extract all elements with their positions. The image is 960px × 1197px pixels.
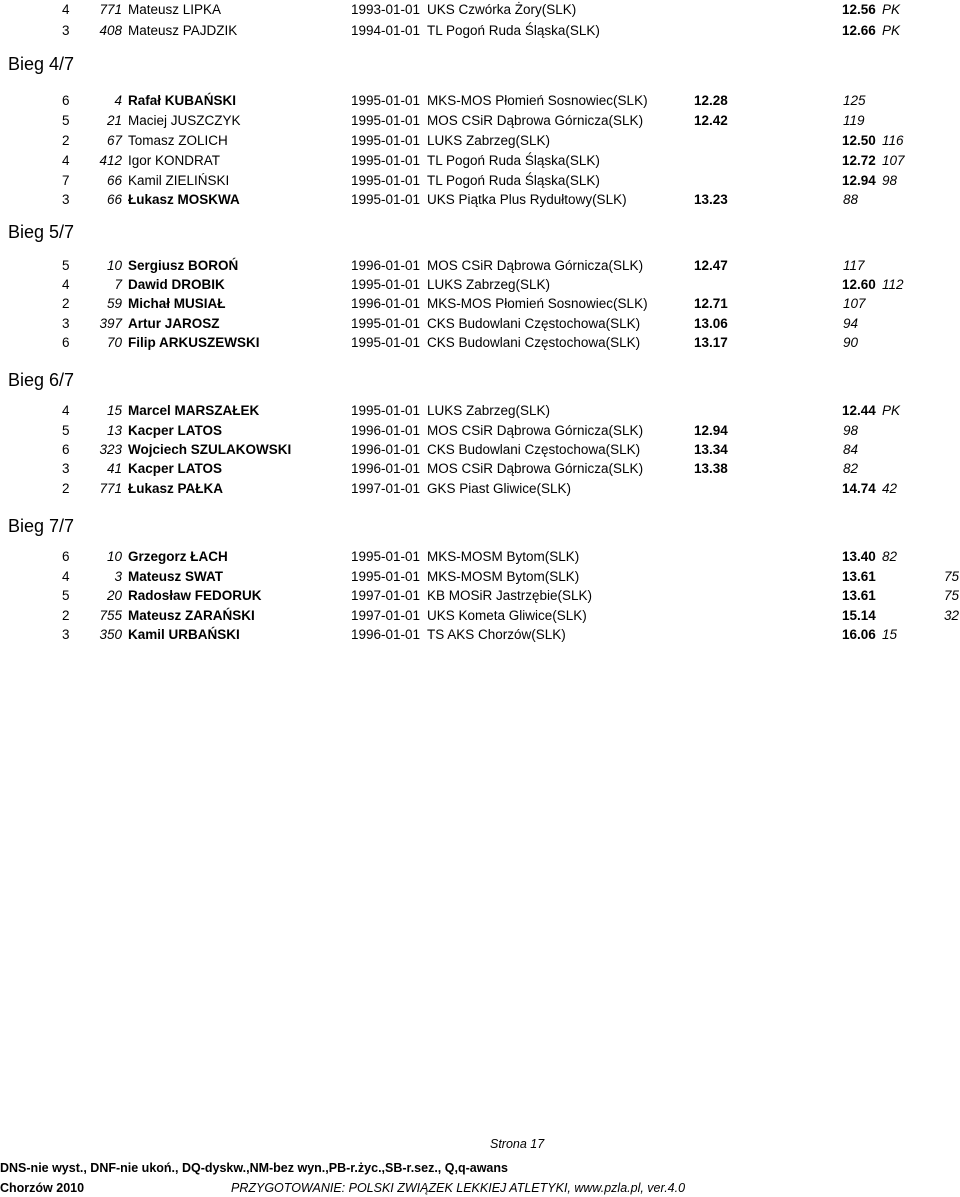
time: 13.40 <box>842 549 876 564</box>
points: PK <box>882 403 901 418</box>
time: 12.47 <box>694 258 728 273</box>
lane: 3 <box>62 192 70 207</box>
result-row <box>0 567 960 587</box>
athlete-name: Mateusz PAJDZIK <box>128 23 238 38</box>
points: PK <box>882 23 901 38</box>
time: 12.42 <box>694 113 728 128</box>
club: TS AKS Chorzów(SLK) <box>427 627 566 642</box>
result-row <box>0 111 960 131</box>
points: 90 <box>843 335 859 350</box>
points: 112 <box>882 277 904 292</box>
result-row <box>0 0 960 20</box>
birth-date: 1997-01-01 <box>351 588 421 603</box>
points: 82 <box>843 461 859 476</box>
time: 12.60 <box>842 277 876 292</box>
club: LUKS Zabrzeg(SLK) <box>427 277 551 292</box>
time: 12.66 <box>842 23 876 38</box>
birth-date: 1997-01-01 <box>351 608 421 623</box>
bib-number: 10 <box>106 258 122 273</box>
club: MKS-MOSM Bytom(SLK) <box>427 549 580 564</box>
club: LUKS Zabrzeg(SLK) <box>427 403 551 418</box>
lane: 3 <box>62 461 70 476</box>
points: 84 <box>843 442 859 457</box>
birth-date: 1995-01-01 <box>351 549 421 564</box>
athlete-name: Dawid DROBIK <box>128 277 225 292</box>
lane: 6 <box>62 93 70 108</box>
birth-date: 1995-01-01 <box>351 192 421 207</box>
athlete-name: Łukasz MOSKWA <box>128 192 240 207</box>
points: 125 <box>843 93 866 108</box>
club: MKS-MOSM Bytom(SLK) <box>427 569 580 584</box>
event-place: Chorzów 2010 <box>0 1181 85 1195</box>
result-row <box>0 333 960 353</box>
birth-date: 1995-01-01 <box>351 93 421 108</box>
heat-title: Bieg 5/7 <box>8 222 75 242</box>
athlete-name: Igor KONDRAT <box>128 153 221 168</box>
athlete-name: Kacper LATOS <box>128 461 223 476</box>
athlete-name: Kacper LATOS <box>128 423 223 438</box>
club: CKS Budowlani Częstochowa(SLK) <box>427 316 641 331</box>
club: UKS Piątka Plus Rydułtowy(SLK) <box>427 192 627 207</box>
result-row <box>0 275 960 295</box>
athlete-name: Kamil ZIELIŃSKI <box>128 173 230 188</box>
bib-number: 10 <box>106 549 122 564</box>
club: MOS CSiR Dąbrowa Górnicza(SLK) <box>427 461 644 476</box>
time: 12.28 <box>694 93 728 108</box>
result-row <box>0 91 960 111</box>
lane: 4 <box>62 403 70 418</box>
points: 88 <box>843 192 859 207</box>
athlete-name: Radosław FEDORUK <box>128 588 262 603</box>
time: 12.94 <box>694 423 728 438</box>
birth-date: 1994-01-01 <box>351 23 421 38</box>
points: 107 <box>882 153 905 168</box>
heat-title: Bieg 4/7 <box>8 54 75 74</box>
time: 12.72 <box>842 153 876 168</box>
birth-date: 1995-01-01 <box>351 173 421 188</box>
bib-number: 70 <box>106 335 122 350</box>
points: 98 <box>882 173 898 188</box>
time: 12.94 <box>842 173 876 188</box>
lane: 5 <box>62 258 70 273</box>
athlete-name: Rafał KUBAŃSKI <box>128 93 237 108</box>
birth-date: 1995-01-01 <box>351 277 421 292</box>
time: 13.61 <box>842 569 876 584</box>
lane: 7 <box>62 173 70 188</box>
bib-number: 67 <box>106 133 122 148</box>
points: 98 <box>843 423 859 438</box>
bib-number: 7 <box>114 277 122 292</box>
page-number: Strona 17 <box>490 1137 545 1151</box>
result-row <box>0 440 960 460</box>
lane: 4 <box>62 153 70 168</box>
result-row <box>0 421 960 441</box>
bib-number: 397 <box>99 316 122 331</box>
lane: 5 <box>62 423 70 438</box>
time: 16.06 <box>842 627 876 642</box>
athlete-name: Sergiusz BOROŃ <box>128 258 239 273</box>
athlete-name: Wojciech SZULAKOWSKI <box>128 442 292 457</box>
points: 75 <box>944 588 960 603</box>
club: MOS CSiR Dąbrowa Górnicza(SLK) <box>427 258 644 273</box>
bib-number: 4 <box>114 93 122 108</box>
club: MOS CSiR Dąbrowa Górnicza(SLK) <box>427 423 644 438</box>
result-row <box>0 459 960 479</box>
bib-number: 771 <box>99 481 122 496</box>
lane: 6 <box>62 442 70 457</box>
club: TL Pogoń Ruda Śląska(SLK) <box>427 173 600 188</box>
bib-number: 13 <box>106 423 122 438</box>
points: 116 <box>882 133 904 148</box>
birth-date: 1995-01-01 <box>351 113 421 128</box>
bib-number: 350 <box>99 627 122 642</box>
birth-date: 1995-01-01 <box>351 335 421 350</box>
points: 107 <box>843 296 866 311</box>
lane: 3 <box>62 316 70 331</box>
birth-date: 1995-01-01 <box>351 403 421 418</box>
birth-date: 1996-01-01 <box>351 627 421 642</box>
points: 82 <box>882 549 898 564</box>
bib-number: 15 <box>106 403 122 418</box>
result-row <box>0 401 960 421</box>
lane: 4 <box>62 2 70 17</box>
lane: 6 <box>62 549 70 564</box>
bib-number: 59 <box>106 296 122 311</box>
result-row <box>0 606 960 626</box>
heat-title: Bieg 7/7 <box>8 516 75 536</box>
lane: 2 <box>62 133 70 148</box>
bib-number: 66 <box>106 192 122 207</box>
bib-number: 66 <box>106 173 122 188</box>
birth-date: 1996-01-01 <box>351 461 421 476</box>
club: KB MOSiR Jastrzębie(SLK) <box>427 588 593 603</box>
result-row <box>0 151 960 171</box>
bib-number: 20 <box>106 588 122 603</box>
athlete-name: Michał MUSIAŁ <box>128 296 226 311</box>
birth-date: 1996-01-01 <box>351 296 421 311</box>
lane: 5 <box>62 588 70 603</box>
time: 12.50 <box>842 133 876 148</box>
prepared-by: PRZYGOTOWANIE: POLSKI ZWIĄZEK LEKKIEJ ATLETYKI, www.pzla.pl, ver.4.0 <box>231 1181 686 1195</box>
time: 12.71 <box>694 296 728 311</box>
lane: 2 <box>62 296 70 311</box>
points: PK <box>882 2 901 17</box>
lane: 3 <box>62 23 70 38</box>
time: 12.56 <box>842 2 876 17</box>
result-row <box>0 625 960 645</box>
lane: 4 <box>62 569 70 584</box>
time: 13.17 <box>694 335 728 350</box>
athlete-name: Maciej JUSZCZYK <box>128 113 241 128</box>
abbreviations-legend: DNS-nie wyst., DNF-nie ukoń., DQ-dyskw.,NM-bez wyn.,PB-r.życ.,SB-r.sez., Q,q-awans <box>0 1161 508 1175</box>
time: 13.23 <box>694 192 728 207</box>
lane: 6 <box>62 335 70 350</box>
club: CKS Budowlani Częstochowa(SLK) <box>427 335 641 350</box>
birth-date: 1995-01-01 <box>351 133 421 148</box>
athlete-name: Kamil URBAŃSKI <box>128 627 240 642</box>
athlete-name: Filip ARKUSZEWSKI <box>128 335 260 350</box>
points: 94 <box>843 316 859 331</box>
result-row <box>0 294 960 314</box>
birth-date: 1995-01-01 <box>351 153 421 168</box>
club: MKS-MOS Płomień Sosnowiec(SLK) <box>427 93 648 108</box>
lane: 2 <box>62 481 70 496</box>
lane: 4 <box>62 277 70 292</box>
bib-number: 3 <box>114 569 122 584</box>
time: 12.44 <box>842 403 876 418</box>
athlete-name: Tomasz ZOLICH <box>128 133 228 148</box>
bib-number: 21 <box>106 113 122 128</box>
bib-number: 412 <box>99 153 122 168</box>
result-row <box>0 256 960 276</box>
result-row <box>0 190 960 210</box>
result-row <box>0 479 960 499</box>
lane: 3 <box>62 627 70 642</box>
club: TL Pogoń Ruda Śląska(SLK) <box>427 153 600 168</box>
club: LUKS Zabrzeg(SLK) <box>427 133 551 148</box>
athlete-name: Mateusz ZARAŃSKI <box>128 608 255 623</box>
birth-date: 1995-01-01 <box>351 569 421 584</box>
result-row <box>0 586 960 606</box>
lane: 5 <box>62 113 70 128</box>
club: MOS CSiR Dąbrowa Górnicza(SLK) <box>427 113 644 128</box>
bib-number: 323 <box>99 442 122 457</box>
athlete-name: Mateusz SWAT <box>128 569 224 584</box>
club: UKS Kometa Gliwice(SLK) <box>427 608 587 623</box>
club: CKS Budowlani Częstochowa(SLK) <box>427 442 641 457</box>
bib-number: 408 <box>99 23 122 38</box>
time: 13.61 <box>842 588 876 603</box>
points: 42 <box>882 481 898 496</box>
birth-date: 1995-01-01 <box>351 316 421 331</box>
result-row <box>0 131 960 151</box>
birth-date: 1996-01-01 <box>351 258 421 273</box>
bib-number: 771 <box>99 2 122 17</box>
result-row <box>0 171 960 191</box>
athlete-name: Mateusz LIPKA <box>128 2 222 17</box>
birth-date: 1996-01-01 <box>351 442 421 457</box>
birth-date: 1997-01-01 <box>351 481 421 496</box>
points: 32 <box>944 608 960 623</box>
club: UKS Czwórka Żory(SLK) <box>427 2 577 17</box>
birth-date: 1993-01-01 <box>351 2 421 17</box>
result-row <box>0 21 960 41</box>
athlete-name: Łukasz PAŁKA <box>128 481 224 496</box>
athlete-name: Grzegorz ŁACH <box>128 549 228 564</box>
result-row <box>0 314 960 334</box>
time: 13.06 <box>694 316 728 331</box>
club: GKS Piast Gliwice(SLK) <box>427 481 572 496</box>
bib-number: 755 <box>99 608 122 623</box>
bib-number: 41 <box>106 461 122 476</box>
lane: 2 <box>62 608 70 623</box>
time: 13.34 <box>694 442 728 457</box>
athlete-name: Artur JAROSZ <box>128 316 220 331</box>
points: 15 <box>882 627 898 642</box>
time: 15.14 <box>842 608 876 623</box>
birth-date: 1996-01-01 <box>351 423 421 438</box>
athlete-name: Marcel MARSZAŁEK <box>128 403 260 418</box>
time: 14.74 <box>842 481 876 496</box>
time: 13.38 <box>694 461 728 476</box>
club: MKS-MOS Płomień Sosnowiec(SLK) <box>427 296 648 311</box>
heat-title: Bieg 6/7 <box>8 370 75 390</box>
points: 117 <box>843 258 865 273</box>
points: 75 <box>944 569 960 584</box>
points: 119 <box>843 113 865 128</box>
result-row <box>0 547 960 567</box>
club: TL Pogoń Ruda Śląska(SLK) <box>427 23 600 38</box>
